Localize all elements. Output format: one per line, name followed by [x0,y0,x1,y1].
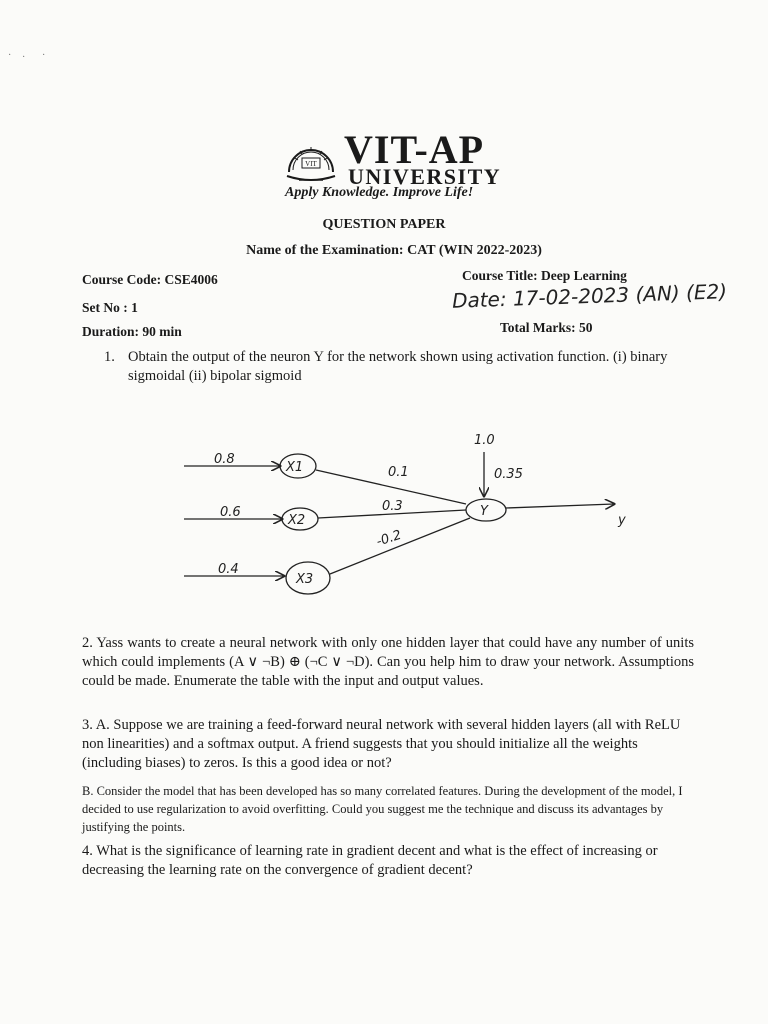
node-y-label: Y [480,504,488,519]
question-3b: B. Consider the model that has been developed has so many correlated features. During the development of the model, I decided to use regularization to avoid overfitting. Could you suggest me the technique and discuss its advantages by justifying the points. [82,784,683,834]
brand-university: UNIVERSITY [348,164,502,189]
node-x2-label: X2 [288,513,306,528]
input-value-3: 0.4 [218,562,239,577]
question-4: 4. What is the significance of learning rate in gradient decent and what is the effect of increasing or decreasing the learning rate on the convergence of gradient decent? [82,843,658,878]
weight-1: 0.1 [388,465,409,480]
question-2: 2. Yass wants to create a neural network with only one hidden layer that could have any number of units which could implements (A ∨ ¬B) ⊕ (¬C ∨ ¬D). Can you help him to draw your network. Assumptions could be made. Enumerate the table with the input and output values. [82,635,694,689]
weight-2: 0.3 [382,499,403,514]
input-value-2: 0.6 [220,505,241,520]
course-title: Course Title: Deep Learning [462,268,627,283]
brand-name: VIT-AP [344,127,485,172]
output-label: y [618,513,626,528]
scan-speck: · [8,50,12,61]
scan-speck: · [22,52,26,63]
course-code: Course Code: CSE4006 [82,272,218,287]
set-number: Set No : 1 [82,300,138,315]
node-x3-label: X3 [296,572,314,587]
university-logo [283,127,513,202]
question-1-number: 1. [104,349,115,365]
bias-input-value: 1.0 [474,433,495,448]
seal-text: VIT [305,160,317,168]
bias-weight: 0.35 [494,467,523,482]
edge-x3-y [330,518,470,574]
node-x1-label: X1 [286,460,304,475]
question-3a: 3. A. Suppose we are training a feed-forward neural network with several hidden layers (all with ReLU non linearities) and a softmax output. A friend suggests that you should initialize all the weights (including biases) to zeros. Is this a good idea or not? [82,717,681,771]
neural-network-diagram [170,430,650,610]
paper-title: QUESTION PAPER [322,217,446,232]
total-marks: Total Marks: 50 [500,320,593,335]
university-seal-icon [283,136,339,192]
scan-speck: · [42,50,46,61]
duration: Duration: 90 min [82,324,182,339]
output-line [506,504,614,508]
weight-3: -0.2 [374,527,404,550]
brand-tagline: Apply Knowledge. Improve Life! [285,185,474,200]
handwritten-date: Date: 17-02-2023 (AN) (E2) [451,279,728,313]
question-1-text: Obtain the output of the neuron Y for the network shown using activation function. (i) binary sigmoidal (ii) bipolar sigmoid [128,349,668,384]
input-value-1: 0.8 [214,452,235,467]
exam-name: Name of the Examination: CAT (WIN 2022-2023) [246,243,542,258]
